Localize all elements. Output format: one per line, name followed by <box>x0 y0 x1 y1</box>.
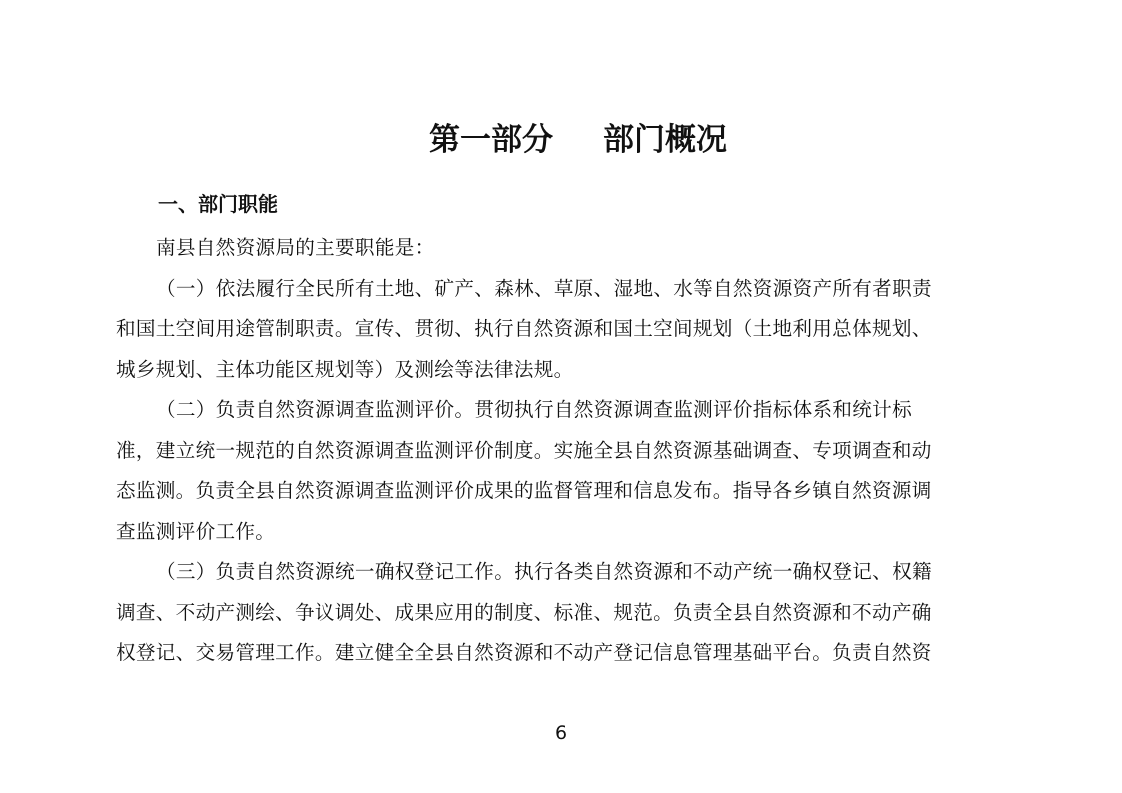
paragraph-line: 准，建立统一规范的自然资源调查监测评价制度。实施全县自然资源基础调查、专项调查和动 <box>116 438 932 462</box>
paragraph-line: 和国土空间用途管制职责。宣传、贯彻、执行自然资源和国土空间规划（土地利用总体规划、 <box>116 317 932 340</box>
paragraph-1 <box>116 269 996 391</box>
paragraph-2 <box>116 390 996 552</box>
paragraph-line: 查监测评价工作。 <box>116 519 276 543</box>
paragraph-line: 调查、不动产测绘、争议调处、成果应用的制度、标准、规范。负责全县自然资源和不动产确 <box>116 600 932 624</box>
page-number: 6 <box>554 722 568 744</box>
paragraph-3 <box>116 552 996 674</box>
paragraph-line: 城乡规划、主体功能区规划等）及测绘等法律法规。 <box>116 357 574 381</box>
paragraph-line: 态监测。负责全县自然资源调查监测评价成果的监督管理和信息发布。指导各乡镇自然资源调 <box>116 479 932 502</box>
paragraph-line: （三）负责自然资源统一确权登记工作。执行各类自然资源和不动产统一确权登记、权籍 <box>156 560 932 583</box>
paragraph-line: （一）依法履行全民所有土地、矿产、森林、草原、湿地、水等自然资源资产所有者职责 <box>156 276 932 300</box>
paragraph-line: 权登记、交易管理工作。建立健全全县自然资源和不动产登记信息管理基础平台。负责自然资 <box>116 641 932 664</box>
section-heading: 一、部门职能 <box>158 192 278 216</box>
intro-line: 南县自然资源局的主要职能是： <box>156 236 435 259</box>
title-name: 部门概况 <box>603 122 727 158</box>
body-text <box>116 228 996 674</box>
page-title <box>0 118 1122 162</box>
paragraph-line: （二）负责自然资源调查监测评价。贯彻执行自然资源调查监测评价指标体系和统计标 <box>156 398 912 421</box>
title-part: 第一部分 <box>429 122 553 158</box>
